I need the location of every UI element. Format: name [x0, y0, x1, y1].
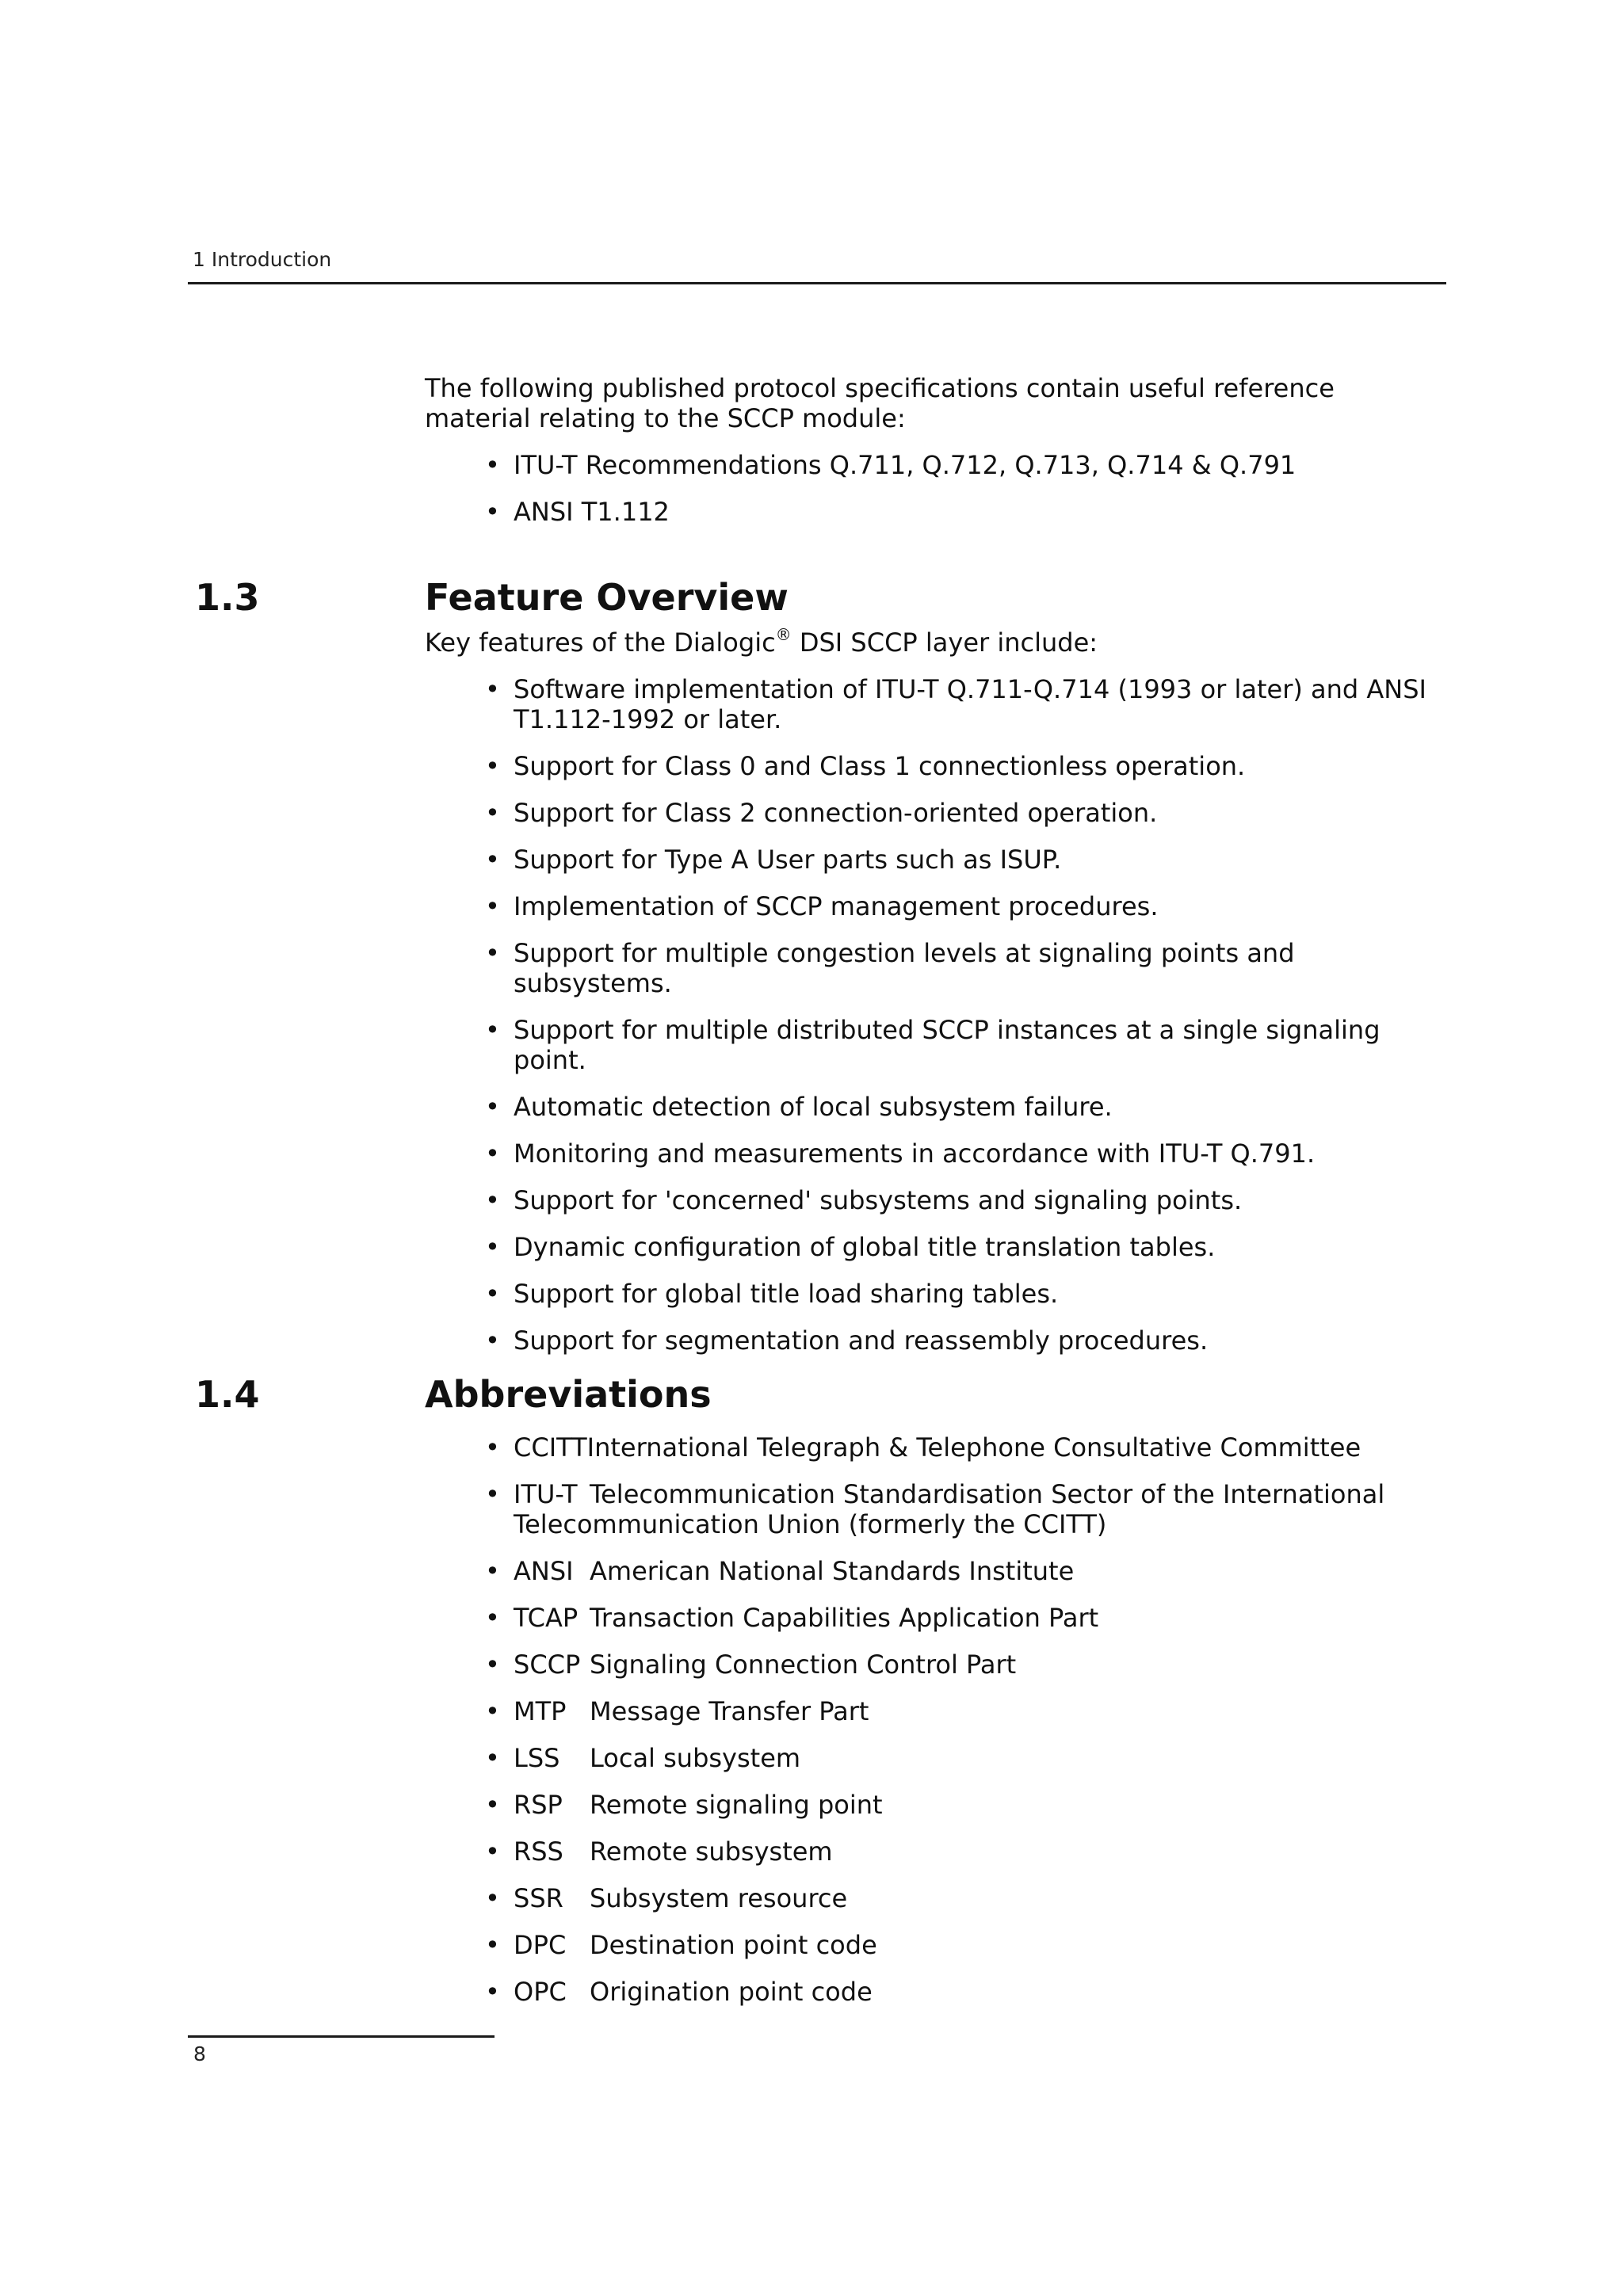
feature-list	[425, 674, 1447, 1356]
list-item	[425, 938, 1447, 998]
bullet-icon: •	[485, 1650, 500, 1680]
list-item-text: ITU-T Recommendations Q.711, Q.712, Q.713, Q.714 & Q.791	[514, 450, 1296, 480]
list-item-text: Support for Class 0 and Class 1 connectionless operation.	[514, 751, 1246, 781]
abbreviation-term: TCAP	[514, 1603, 579, 1633]
list-item-text: Monitoring and measurements in accordance with ITU-T Q.791.	[514, 1138, 1316, 1169]
bullet-icon: •	[485, 1185, 500, 1215]
list-item-text: Support for multiple congestion levels at signaling points and subsystems.	[514, 938, 1295, 998]
abbreviation-definition: Local subsystem	[590, 1743, 801, 1773]
bullet-icon: •	[485, 1603, 500, 1633]
list-item-text: ANSI T1.112	[514, 497, 670, 527]
abbreviation-definition: Destination point code	[590, 1930, 877, 1960]
section-heading: Feature Overview	[425, 576, 789, 619]
abbreviation-definition: International Telegraph & Telephone Consultative Committee	[586, 1432, 1361, 1463]
list-item	[425, 891, 1447, 921]
list-item	[425, 1883, 1447, 1913]
bullet-icon: •	[485, 1232, 500, 1262]
abbreviation-term: CCITT	[514, 1432, 587, 1463]
abbreviation-definition: Remote subsystem	[590, 1836, 833, 1867]
bullet-icon: •	[485, 1092, 500, 1122]
abbreviation-definition: Subsystem resource	[590, 1883, 848, 1913]
bullet-icon: •	[485, 1556, 500, 1586]
list-item	[425, 845, 1447, 875]
abbreviation-term: ITU-T	[514, 1479, 578, 1509]
abbreviation-term: RSP	[514, 1790, 563, 1820]
intro-block	[425, 373, 1447, 527]
bullet-icon: •	[485, 1743, 500, 1773]
abbreviation-term: SSR	[514, 1883, 563, 1913]
lead-text: DSI SCCP layer include:	[791, 627, 1098, 658]
abbreviation-term: RSS	[514, 1836, 563, 1867]
registered-mark: ®	[775, 625, 792, 644]
list-item-text: Automatic detection of local subsystem failure.	[514, 1092, 1113, 1122]
section-number: 1.3	[195, 576, 260, 619]
bullet-icon: •	[485, 1836, 500, 1867]
abbreviation-term: OPC	[514, 1977, 567, 2007]
page-number: 8	[193, 2042, 206, 2065]
intro-paragraph: The following published protocol specifications contain useful reference material relating to the SCCP module:	[425, 373, 1335, 433]
bullet-icon: •	[485, 798, 500, 828]
bullet-icon: •	[485, 1930, 500, 1960]
intro-list	[425, 450, 1447, 527]
list-item	[425, 798, 1447, 828]
list-item-text: Support for Type A User parts such as ISUP.	[514, 845, 1062, 875]
list-item-text: Support for segmentation and reassembly procedures.	[514, 1325, 1209, 1356]
bullet-icon: •	[485, 751, 500, 781]
bullet-icon: •	[485, 1279, 500, 1309]
bullet-icon: •	[485, 1479, 500, 1509]
bullet-icon: •	[485, 450, 500, 480]
list-item	[425, 1015, 1447, 1075]
list-item	[425, 1977, 1447, 2007]
abbreviation-term: DPC	[514, 1930, 567, 1960]
bullet-icon: •	[485, 497, 500, 527]
abbreviation-definition: Message Transfer Part	[590, 1696, 869, 1726]
bullet-icon: •	[485, 1432, 500, 1463]
list-item	[425, 1603, 1447, 1633]
list-item	[425, 1092, 1447, 1122]
list-item	[425, 1232, 1447, 1262]
bullet-icon: •	[485, 891, 500, 921]
list-item-text: Support for multiple distributed SCCP instances at a single signaling point.	[514, 1015, 1381, 1075]
list-item	[425, 751, 1447, 781]
abbreviation-term: LSS	[514, 1743, 560, 1773]
abbreviation-definition: Telecommunication Standardisation Sector of the International Telecommunication Union (formerly the CCITT)	[514, 1479, 1385, 1539]
list-item	[425, 450, 1447, 480]
bullet-icon: •	[485, 938, 500, 968]
list-item	[425, 1279, 1447, 1309]
abbreviation-term: SCCP	[514, 1650, 581, 1680]
list-item	[425, 1185, 1447, 1215]
abbreviations-block	[425, 1432, 1447, 2007]
running-header: 1 Introduction	[193, 248, 332, 271]
list-item	[425, 1743, 1447, 1773]
list-item	[425, 1650, 1447, 1680]
bullet-icon: •	[485, 845, 500, 875]
list-item	[425, 1556, 1447, 1586]
list-item	[425, 1325, 1447, 1356]
list-item	[425, 1138, 1447, 1169]
feature-overview-block	[425, 627, 1447, 1356]
header-rule	[188, 282, 1446, 284]
list-item	[425, 1696, 1447, 1726]
list-item	[425, 1479, 1447, 1539]
list-item-text: Software implementation of ITU-T Q.711-Q.714 (1993 or later) and ANSI T1.112-1992 or later.	[514, 674, 1426, 734]
list-item-text: Support for 'concerned' subsystems and signaling points.	[514, 1185, 1243, 1215]
bullet-icon: •	[485, 1696, 500, 1726]
abbreviation-definition: Remote signaling point	[590, 1790, 883, 1820]
abbreviation-term: MTP	[514, 1696, 567, 1726]
list-item	[425, 1790, 1447, 1820]
abbreviation-definition: Signaling Connection Control Part	[590, 1650, 1017, 1680]
list-item	[425, 497, 1447, 527]
bullet-icon: •	[485, 1977, 500, 2007]
list-item-text: Support for Class 2 connection-oriented operation.	[514, 798, 1158, 828]
footer-rule	[188, 2035, 495, 2038]
bullet-icon: •	[485, 1883, 500, 1913]
section-number: 1.4	[195, 1373, 260, 1416]
bullet-icon: •	[485, 1790, 500, 1820]
abbreviation-term: ANSI	[514, 1556, 574, 1586]
lead-text: Key features of the Dialogic	[425, 627, 776, 658]
list-item	[425, 1930, 1447, 1960]
section-heading: Abbreviations	[425, 1373, 712, 1416]
bullet-icon: •	[485, 1015, 500, 1045]
abbreviation-definition: Transaction Capabilities Application Part	[590, 1603, 1099, 1633]
list-item	[425, 1836, 1447, 1867]
list-item	[425, 674, 1447, 734]
abbreviation-definition: Origination point code	[590, 1977, 873, 2007]
bullet-icon: •	[485, 1138, 500, 1169]
abbreviation-list	[425, 1432, 1447, 2007]
list-item-text: Implementation of SCCP management procedures.	[514, 891, 1159, 921]
bullet-icon: •	[485, 674, 500, 704]
list-item	[425, 1432, 1447, 1463]
abbreviation-definition: American National Standards Institute	[590, 1556, 1075, 1586]
feature-lead	[425, 627, 1447, 658]
list-item-text: Support for global title load sharing tables.	[514, 1279, 1059, 1309]
list-item-text: Dynamic configuration of global title translation tables.	[514, 1232, 1216, 1262]
bullet-icon: •	[485, 1325, 500, 1356]
